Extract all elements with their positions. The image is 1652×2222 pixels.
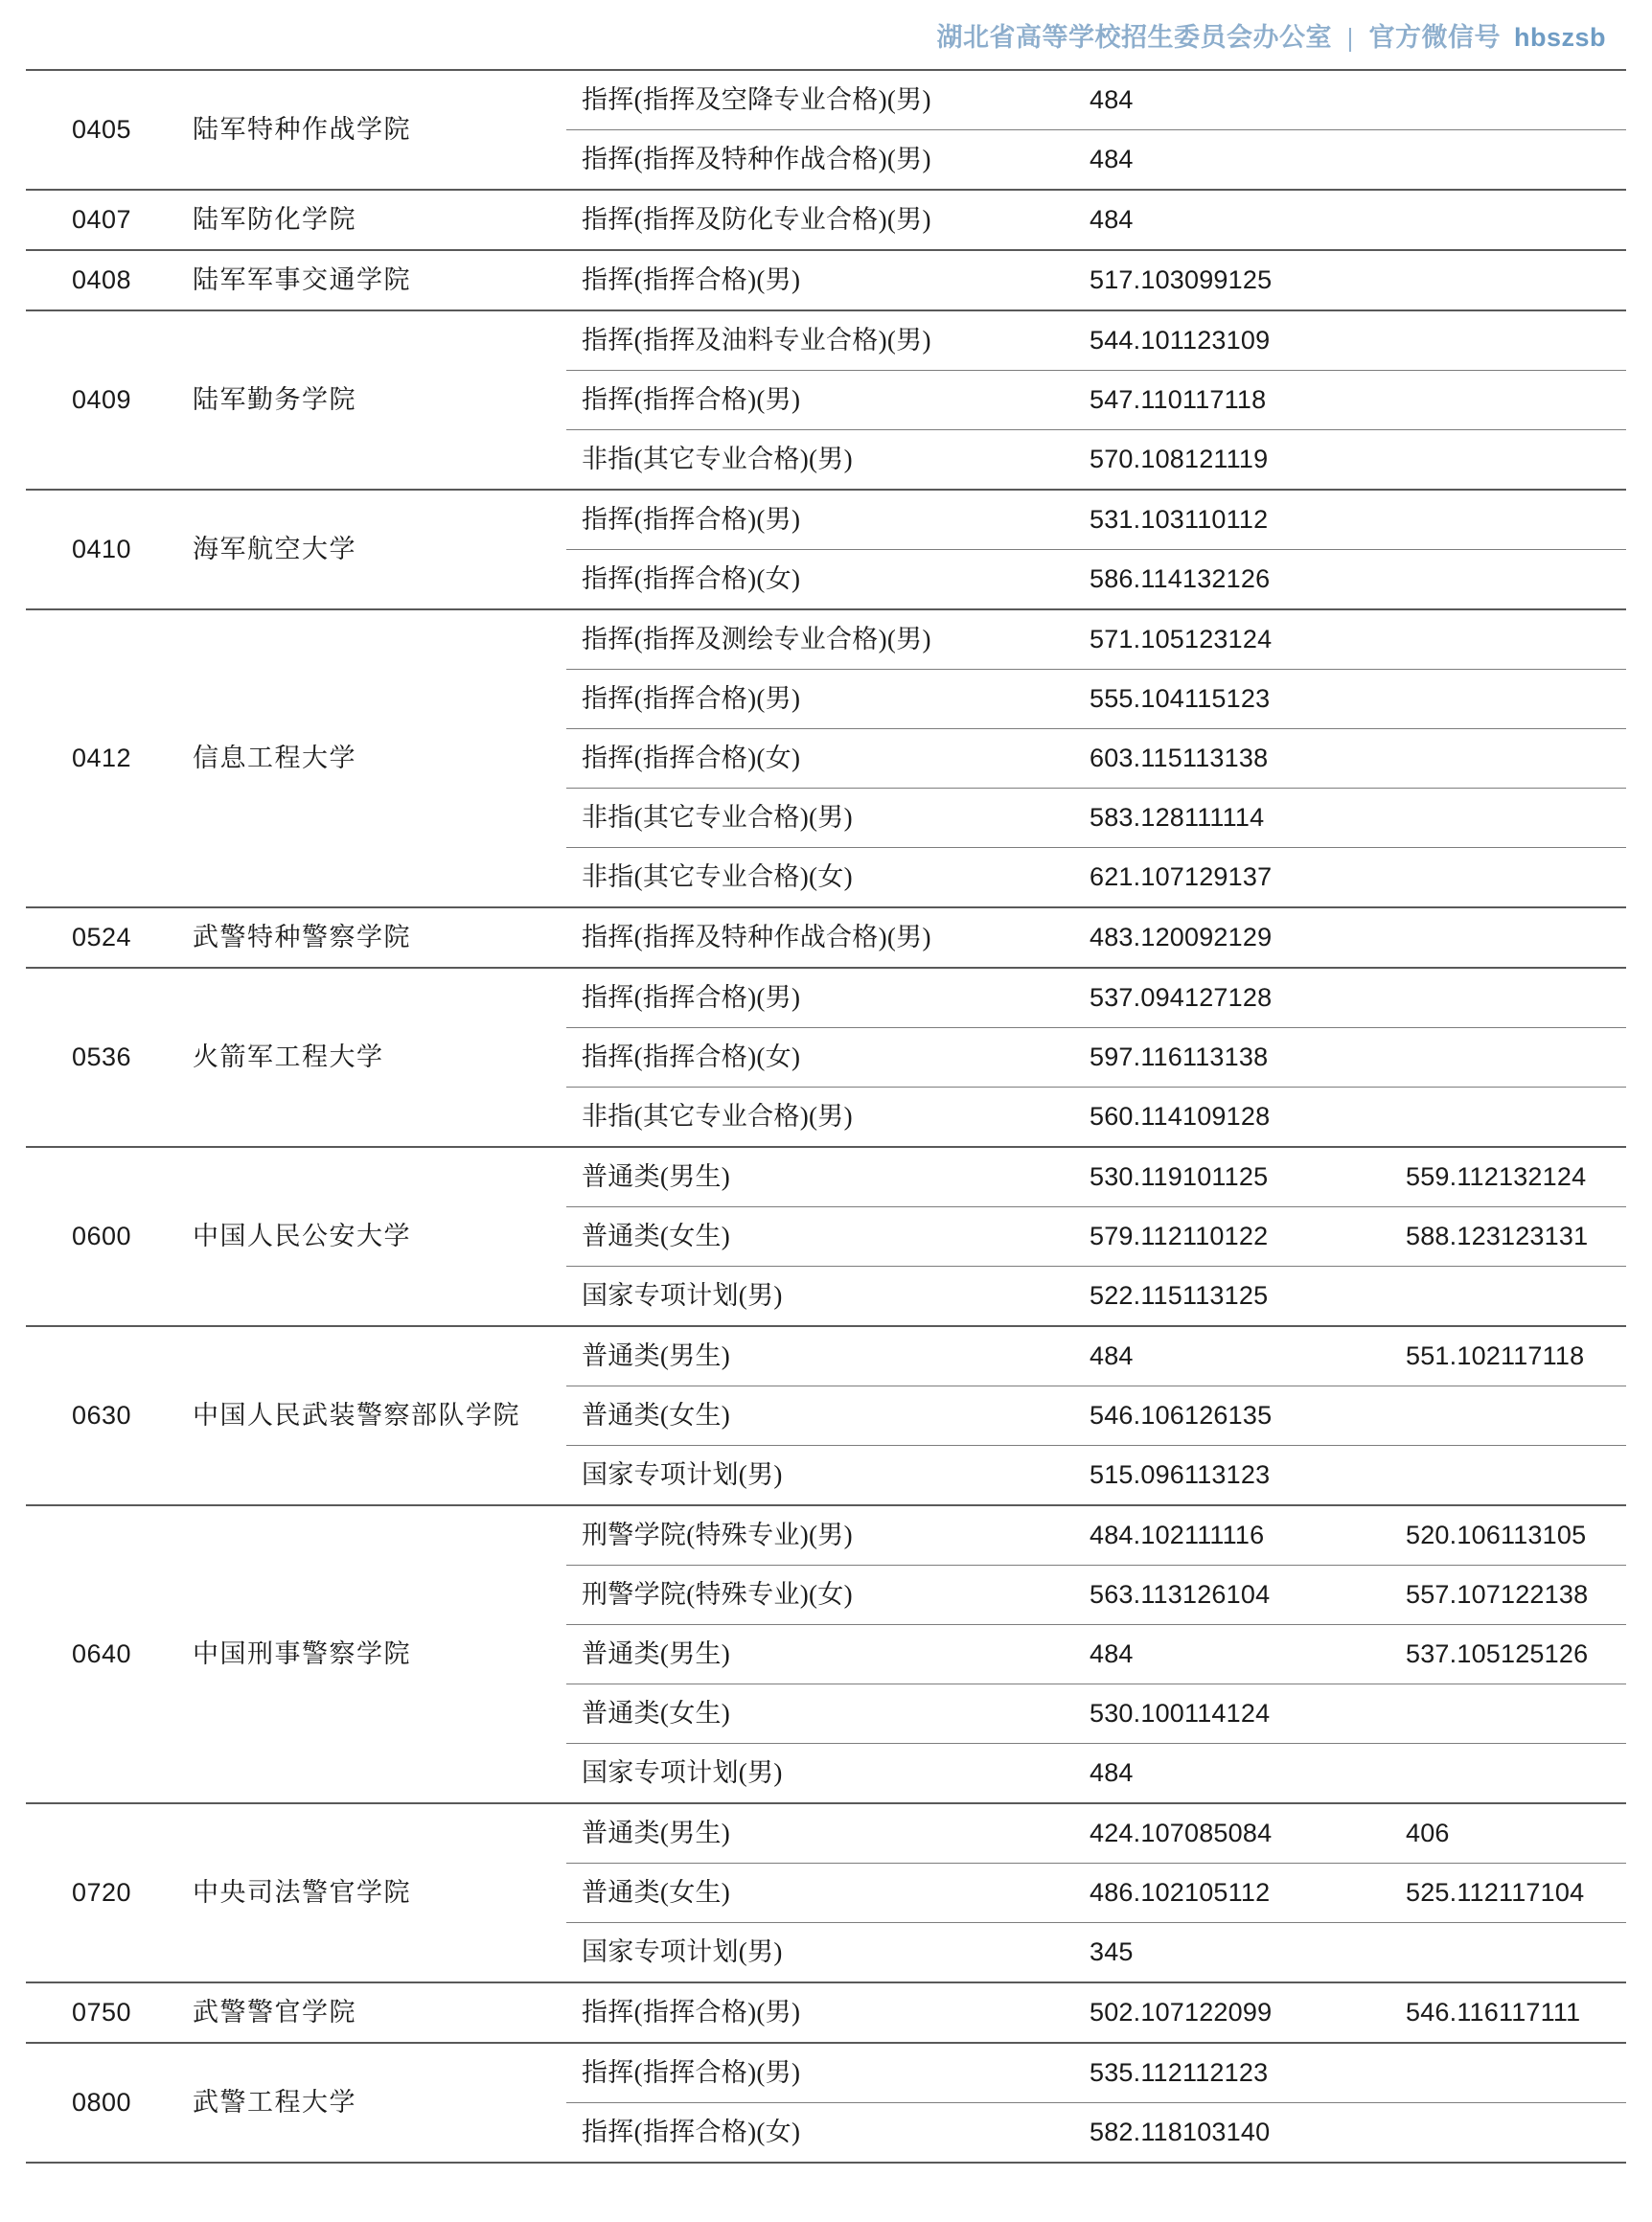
major-category: 普通类(女生) (566, 1386, 1074, 1446)
major-category: 非指(其它专业合格)(男) (566, 789, 1074, 848)
score-secondary: 588.123123131 (1390, 1207, 1626, 1267)
major-category: 普通类(男生) (566, 1326, 1074, 1386)
score-secondary (1390, 907, 1626, 968)
score-secondary (1390, 130, 1626, 191)
score-primary: 546.106126135 (1074, 1386, 1390, 1446)
major-category: 国家专项计划(男) (566, 1446, 1074, 1506)
major-category: 指挥(指挥合格)(男) (566, 2043, 1074, 2103)
score-primary: 537.094127128 (1074, 968, 1390, 1028)
major-category: 指挥(指挥及防化专业合格)(男) (566, 190, 1074, 250)
table-row (26, 310, 1626, 371)
score-primary: 484 (1074, 130, 1390, 191)
score-secondary: 406 (1390, 1803, 1626, 1864)
institution-code: 0412 (26, 609, 177, 907)
score-secondary (1390, 670, 1626, 729)
score-primary: 424.107085084 (1074, 1803, 1390, 1864)
score-primary: 530.119101125 (1074, 1147, 1390, 1207)
institution-code: 0405 (26, 70, 177, 190)
score-secondary (1390, 430, 1626, 491)
header-branding (937, 16, 1606, 54)
institution-code: 0407 (26, 190, 177, 250)
score-primary: 547.110117118 (1074, 371, 1390, 430)
major-category: 普通类(女生) (566, 1864, 1074, 1923)
score-secondary (1390, 70, 1626, 130)
major-category: 指挥(指挥及特种作战合格)(男) (566, 130, 1074, 191)
major-category: 指挥(指挥合格)(女) (566, 2103, 1074, 2164)
major-category: 指挥(指挥及空降专业合格)(男) (566, 70, 1074, 130)
institution-name: 陆军防化学院 (177, 190, 566, 250)
major-category: 普通类(女生) (566, 1207, 1074, 1267)
major-category: 指挥(指挥合格)(女) (566, 550, 1074, 610)
score-secondary (1390, 1386, 1626, 1446)
score-primary: 560.114109128 (1074, 1088, 1390, 1148)
score-secondary (1390, 490, 1626, 550)
institution-code: 0630 (26, 1326, 177, 1505)
score-secondary (1390, 190, 1626, 250)
score-secondary (1390, 968, 1626, 1028)
institution-name: 武警警官学院 (177, 1982, 566, 2043)
major-category: 指挥(指挥及特种作战合格)(男) (566, 907, 1074, 968)
score-secondary: 525.112117104 (1390, 1864, 1626, 1923)
institution-code: 0408 (26, 250, 177, 310)
table-row (26, 250, 1626, 310)
major-category: 非指(其它专业合格)(女) (566, 848, 1074, 908)
score-secondary: 537.105125126 (1390, 1625, 1626, 1684)
score-secondary (1390, 550, 1626, 610)
table-body (26, 70, 1626, 2163)
admission-score-table (26, 69, 1626, 2164)
major-category: 普通类(男生) (566, 1803, 1074, 1864)
header-wechat-label: 官方微信号 (1368, 22, 1501, 52)
institution-code: 0720 (26, 1803, 177, 1982)
institution-code: 0600 (26, 1147, 177, 1326)
table-row (26, 609, 1626, 670)
score-secondary (1390, 1267, 1626, 1327)
score-secondary (1390, 250, 1626, 310)
major-category: 普通类(女生) (566, 1684, 1074, 1744)
score-secondary (1390, 1088, 1626, 1148)
table-row (26, 1147, 1626, 1207)
institution-name: 中国人民公安大学 (177, 1147, 566, 1326)
major-category: 国家专项计划(男) (566, 1744, 1074, 1804)
score-secondary: 520.106113105 (1390, 1505, 1626, 1566)
score-secondary (1390, 609, 1626, 670)
major-category: 国家专项计划(男) (566, 1267, 1074, 1327)
major-category: 普通类(男生) (566, 1147, 1074, 1207)
score-primary: 483.120092129 (1074, 907, 1390, 968)
table-row (26, 1982, 1626, 2043)
score-primary: 484 (1074, 1625, 1390, 1684)
major-category: 国家专项计划(男) (566, 1923, 1074, 1983)
institution-name: 信息工程大学 (177, 609, 566, 907)
score-primary: 484 (1074, 1744, 1390, 1804)
document-header (0, 0, 1652, 69)
score-primary: 579.112110122 (1074, 1207, 1390, 1267)
major-category: 指挥(指挥合格)(男) (566, 490, 1074, 550)
major-category: 指挥(指挥合格)(女) (566, 1028, 1074, 1088)
table-row (26, 2043, 1626, 2103)
score-primary: 484 (1074, 1326, 1390, 1386)
major-category: 指挥(指挥合格)(男) (566, 371, 1074, 430)
score-secondary (1390, 789, 1626, 848)
score-primary: 621.107129137 (1074, 848, 1390, 908)
score-primary: 486.102105112 (1074, 1864, 1390, 1923)
score-secondary (1390, 1446, 1626, 1506)
score-primary: 597.116113138 (1074, 1028, 1390, 1088)
score-secondary (1390, 848, 1626, 908)
score-secondary: 551.102117118 (1390, 1326, 1626, 1386)
institution-code: 0750 (26, 1982, 177, 2043)
major-category: 刑警学院(特殊专业)(男) (566, 1505, 1074, 1566)
score-primary: 345 (1074, 1923, 1390, 1983)
table-row (26, 1505, 1626, 1566)
table-row (26, 968, 1626, 1028)
score-primary: 517.103099125 (1074, 250, 1390, 310)
score-primary: 522.115113125 (1074, 1267, 1390, 1327)
score-primary: 603.115113138 (1074, 729, 1390, 789)
score-secondary (1390, 1923, 1626, 1983)
score-primary: 583.128111114 (1074, 789, 1390, 848)
institution-name: 武警特种警察学院 (177, 907, 566, 968)
table-row (26, 1326, 1626, 1386)
institution-name: 武警工程大学 (177, 2043, 566, 2163)
score-primary: 502.107122099 (1074, 1982, 1390, 2043)
score-secondary (1390, 1744, 1626, 1804)
score-secondary (1390, 2043, 1626, 2103)
table-row (26, 907, 1626, 968)
score-primary: 571.105123124 (1074, 609, 1390, 670)
table-row (26, 190, 1626, 250)
score-primary: 484 (1074, 190, 1390, 250)
major-category: 非指(其它专业合格)(男) (566, 1088, 1074, 1148)
score-primary: 484.102111116 (1074, 1505, 1390, 1566)
major-category: 普通类(男生) (566, 1625, 1074, 1684)
score-secondary: 546.116117111 (1390, 1982, 1626, 2043)
score-primary: 531.103110112 (1074, 490, 1390, 550)
score-primary: 544.101123109 (1074, 310, 1390, 371)
major-category: 指挥(指挥及油料专业合格)(男) (566, 310, 1074, 371)
score-secondary (1390, 310, 1626, 371)
institution-name: 陆军军事交通学院 (177, 250, 566, 310)
score-primary: 570.108121119 (1074, 430, 1390, 491)
institution-name: 中国刑事警察学院 (177, 1505, 566, 1803)
institution-code: 0410 (26, 490, 177, 609)
institution-code: 0409 (26, 310, 177, 490)
header-separator: | (1347, 22, 1354, 52)
score-secondary: 559.112132124 (1390, 1147, 1626, 1207)
major-category: 指挥(指挥合格)(男) (566, 250, 1074, 310)
score-primary: 555.104115123 (1074, 670, 1390, 729)
major-category: 刑警学院(特殊专业)(女) (566, 1566, 1074, 1625)
table-row (26, 490, 1626, 550)
score-secondary (1390, 1684, 1626, 1744)
institution-name: 中央司法警官学院 (177, 1803, 566, 1982)
score-primary: 586.114132126 (1074, 550, 1390, 610)
score-secondary (1390, 371, 1626, 430)
major-category: 指挥(指挥合格)(男) (566, 968, 1074, 1028)
major-category: 非指(其它专业合格)(男) (566, 430, 1074, 491)
table-row (26, 1803, 1626, 1864)
institution-name: 火箭军工程大学 (177, 968, 566, 1147)
score-secondary (1390, 729, 1626, 789)
major-category: 指挥(指挥合格)(男) (566, 1982, 1074, 2043)
institution-code: 0800 (26, 2043, 177, 2163)
major-category: 指挥(指挥及测绘专业合格)(男) (566, 609, 1074, 670)
institution-name: 中国人民武装警察部队学院 (177, 1326, 566, 1505)
major-category: 指挥(指挥合格)(女) (566, 729, 1074, 789)
institution-code: 0640 (26, 1505, 177, 1803)
score-secondary (1390, 1028, 1626, 1088)
institution-name: 陆军特种作战学院 (177, 70, 566, 190)
score-primary: 484 (1074, 70, 1390, 130)
score-secondary: 557.107122138 (1390, 1566, 1626, 1625)
score-secondary (1390, 2103, 1626, 2164)
institution-code: 0524 (26, 907, 177, 968)
score-primary: 563.113126104 (1074, 1566, 1390, 1625)
score-primary: 535.112112123 (1074, 2043, 1390, 2103)
institution-code: 0536 (26, 968, 177, 1147)
header-wechat-id: hbszsb (1513, 22, 1606, 52)
table-row (26, 70, 1626, 130)
institution-name: 陆军勤务学院 (177, 310, 566, 490)
score-primary: 530.100114124 (1074, 1684, 1390, 1744)
major-category: 指挥(指挥合格)(男) (566, 670, 1074, 729)
score-primary: 582.118103140 (1074, 2103, 1390, 2164)
header-organization: 湖北省高等学校招生委员会办公室 (936, 22, 1333, 52)
institution-name: 海军航空大学 (177, 490, 566, 609)
score-primary: 515.096113123 (1074, 1446, 1390, 1506)
